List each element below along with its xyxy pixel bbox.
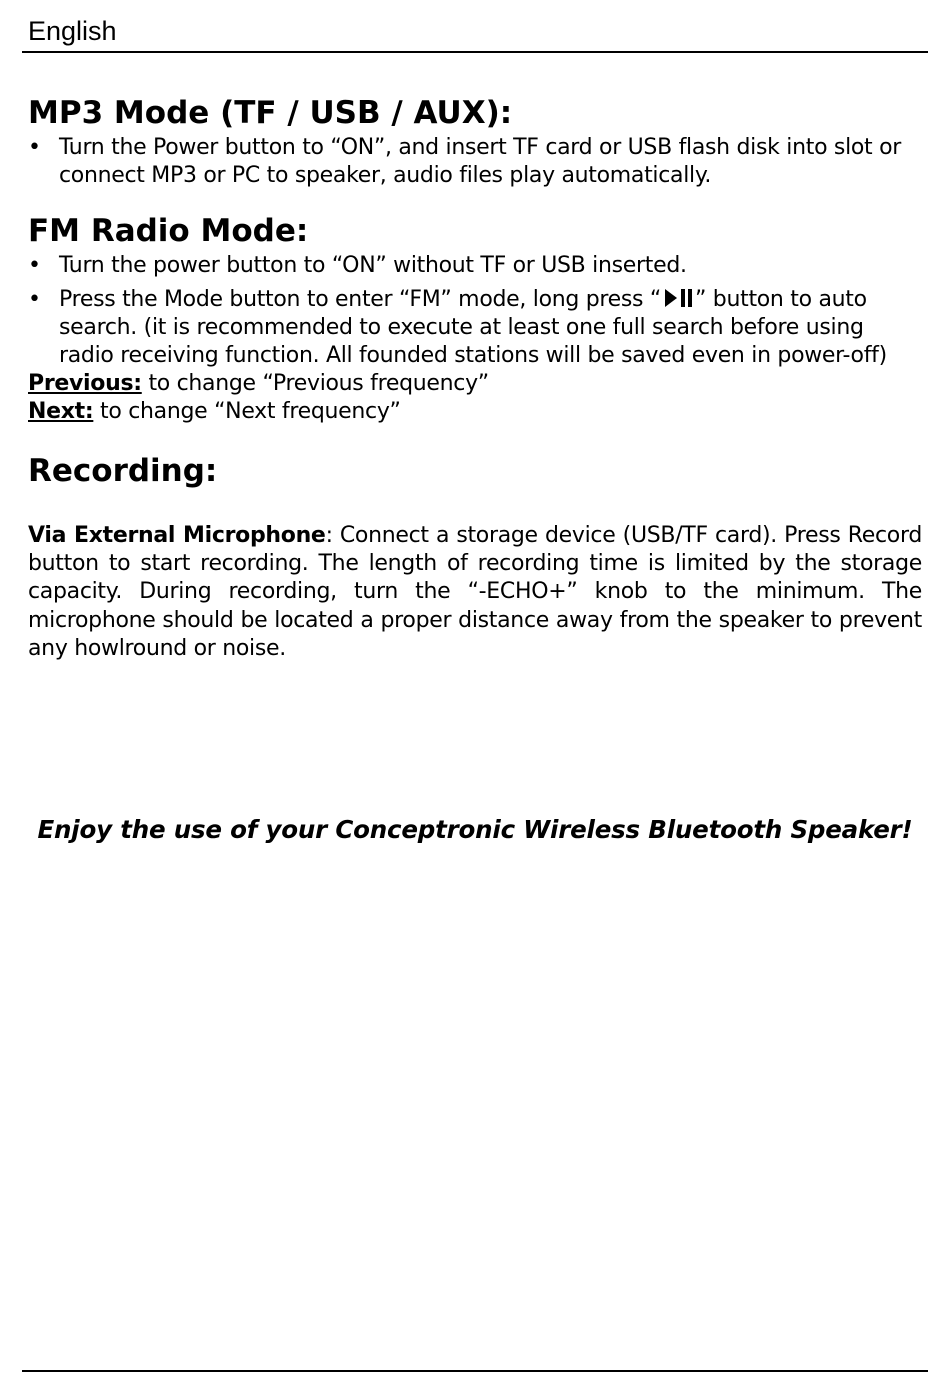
- recording-paragraph: [28, 522, 922, 663]
- bullet-text-before-icon: Press the Mode button to enter “FM” mode, long press “: [59, 287, 662, 312]
- previous-line: [28, 370, 922, 398]
- fm-radio-heading: FM Radio Mode:: [28, 213, 309, 249]
- previous-label: Previous:: [28, 371, 142, 396]
- manual-content: [28, 92, 922, 663]
- closing-message: Enjoy the use of your Conceptronic Wireless Bluetooth Speaker!: [37, 815, 913, 844]
- fm-radio-list: [28, 252, 922, 370]
- bullet-text-after-icon: ” button to auto search. (it is recommended to execute at least one full search before using radio receiving function. All founded stations will be saved even in power-off): [59, 287, 887, 368]
- header-divider: [22, 51, 928, 53]
- header-language: English: [28, 16, 117, 46]
- recording-heading: Recording:: [28, 453, 218, 489]
- play-pause-icon: [661, 288, 695, 308]
- next-label: Next:: [28, 399, 94, 424]
- mp3-mode-heading: MP3 Mode (TF / USB / AUX):: [28, 95, 513, 131]
- next-description: to change “Next frequency”: [93, 399, 401, 424]
- footer-divider: [22, 1370, 928, 1372]
- mp3-mode-list: [28, 134, 922, 190]
- previous-description: to change “Previous frequency”: [141, 371, 489, 396]
- list-item: [28, 286, 922, 370]
- list-item: • Turn the Power button to “ON”, and insert TF card or USB flash disk into slot or connect MP3 or PC to speaker, audio files play automatically.: [28, 134, 922, 190]
- recording-lead: Via External Microphone: [28, 523, 326, 548]
- next-line: [28, 398, 922, 426]
- list-item: • Turn the power button to “ON” without TF or USB inserted.: [28, 252, 922, 280]
- recording-description: : Connect a storage device (USB/TF card). Press Record button to start recording. The length of recording time is limited by the storage capacity. During recording, turn the “-ECHO+” knob to the minimum. The microphone should be located a proper distance away from the speaker to prevent any howlround or noise.: [28, 523, 922, 661]
